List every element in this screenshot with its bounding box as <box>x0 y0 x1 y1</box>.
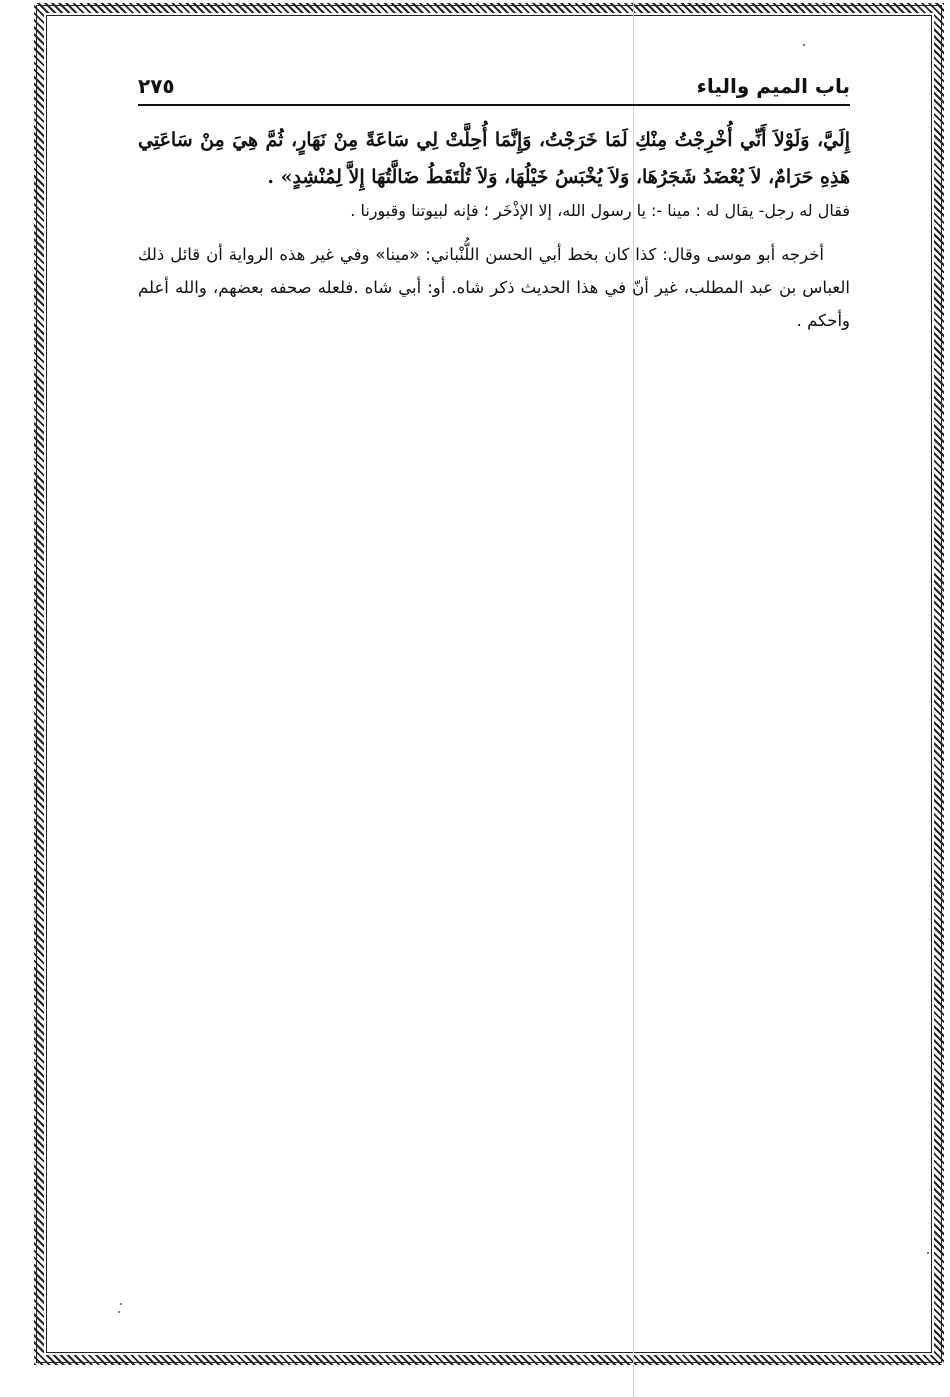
page-header <box>138 70 850 106</box>
scan-speck <box>120 1303 122 1305</box>
page-body <box>138 122 850 337</box>
narration-paragraph: فقال له رجل- يقال له : مينا -: يا رسول الله، إلا الإذْخَر ؛ فإنه لبيوتنا وقبورنا . <box>350 201 850 220</box>
chapter-title: باب الميم والياء <box>696 74 850 98</box>
page-number: ٢٧٥ <box>138 74 175 98</box>
hadith-paragraph: إِلَيَّ، وَلَوْلاَ أَنِّي أُخْرِجْتُ مِنْكِ لَمَا خَرَجْتُ، وَإِنَّمَا أُحِلَّتْ لِي سَاعَةً مِنْ نَهَارٍ، ثُمَّ هِيَ مِنْ سَاعَتِي هَذِهِ حَرَامٌ، لاَ يُعْضَدُ شَجَرُهَا، وَلاَ يُخْبَسُ خَيْلُهَا، وَلاَ تُلْتَقَطُ ضَالَّتُهَا إِلاَّ لِمُنْشِدٍ» . <box>138 129 850 188</box>
scan-speck <box>927 1252 929 1254</box>
commentary-paragraph: أخرجه أبو موسى وقال: كذا كان بخط أبي الحسن اللُّنْباني: «مينا» وفي غير هذه الرواية أن قائل ذلك العباس بن عبد المطلب، غير أنّ في هذا الحديث ذكر شاه. أو: أبي شاه .فلعله صحفه بعضهم، والله أعلم وأحكم . <box>138 245 850 330</box>
scan-speck <box>118 1311 120 1313</box>
scan-speck <box>803 44 805 46</box>
